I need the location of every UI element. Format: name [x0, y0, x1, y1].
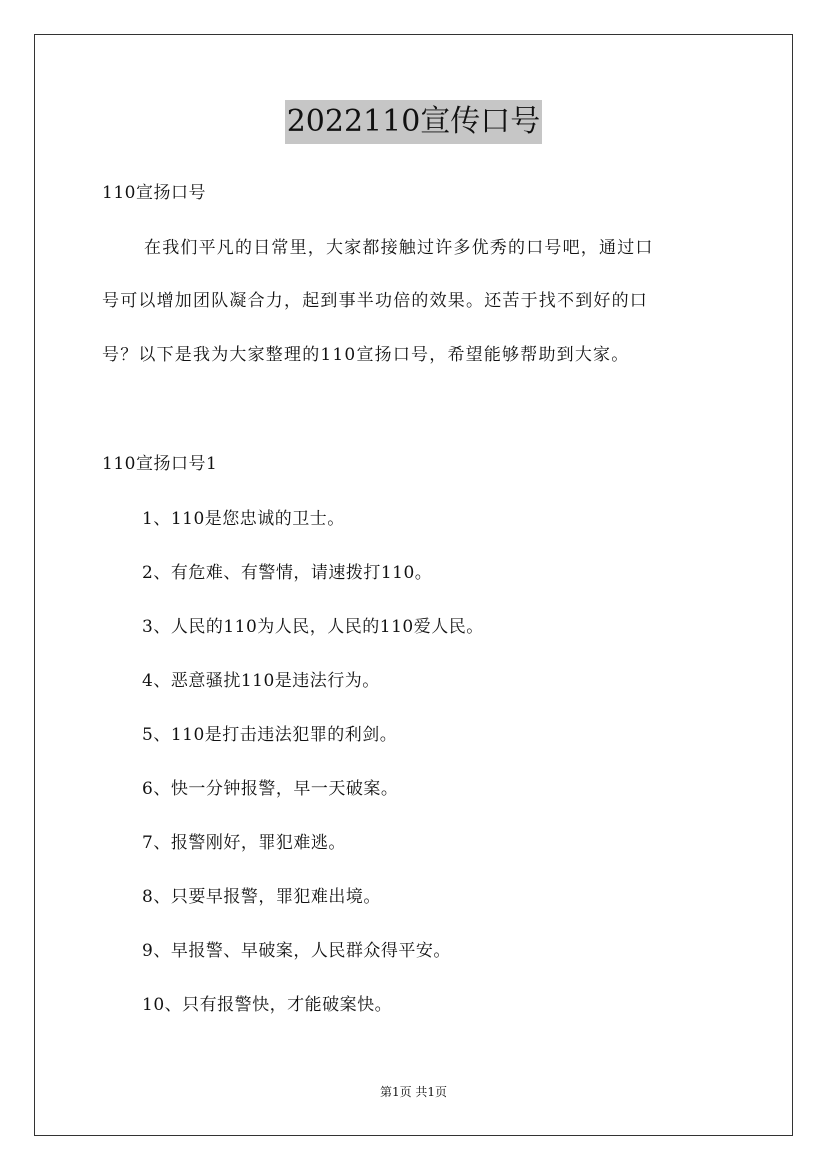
intro-line-2: 号可以增加团队凝合力，起到事半功倍的效果。还苦于找不到好的口	[102, 291, 648, 311]
title-container	[0, 100, 827, 144]
list-item-10: 10、只有报警快，才能破案快。	[142, 995, 393, 1015]
list-heading: 110宣扬口号1	[102, 454, 218, 474]
document-title: 2022110宣传口号	[285, 100, 543, 144]
intro-line-1: 在我们平凡的日常里，大家都接触过许多优秀的口号吧，通过口	[144, 238, 654, 258]
section-heading: 110宣扬口号	[102, 183, 206, 203]
list-item-4: 4、恶意骚扰110是违法行为。	[142, 671, 380, 691]
list-item-6: 6、快一分钟报警，早一天破案。	[142, 779, 399, 799]
page-number-footer: 第1页 共1页	[379, 1085, 448, 1099]
intro-line-3: 号？以下是我为大家整理的110宣扬口号，希望能够帮助到大家。	[102, 345, 630, 365]
list-item-8: 8、只要早报警，罪犯难出境。	[142, 887, 381, 907]
list-item-7: 7、报警刚好，罪犯难逃。	[142, 833, 346, 853]
list-item-2: 2、有危难、有警情，请速拨打110。	[142, 563, 433, 583]
list-item-1: 1、110是您忠诚的卫士。	[142, 509, 345, 529]
list-item-5: 5、110是打击违法犯罪的利剑。	[142, 725, 398, 745]
list-item-3: 3、人民的110为人民，人民的110爱人民。	[142, 617, 484, 637]
list-item-9: 9、早报警、早破案，人民群众得平安。	[142, 941, 451, 961]
